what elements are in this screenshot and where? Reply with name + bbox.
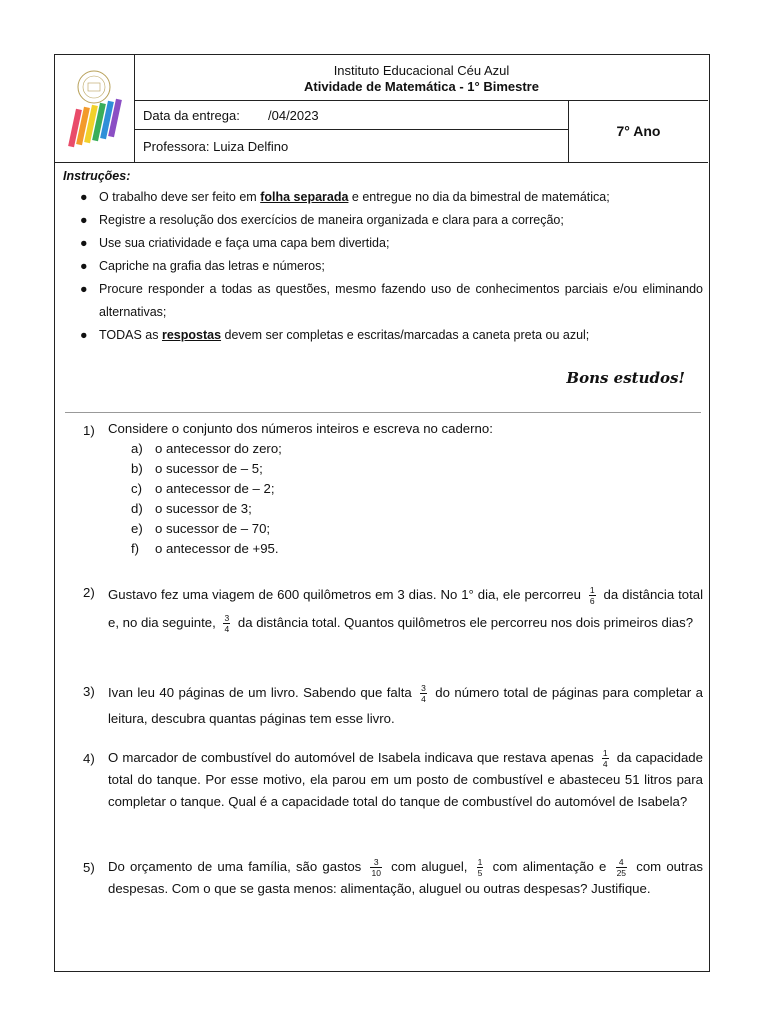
question-5 — [83, 856, 703, 900]
sub-item-letter: e) — [131, 521, 143, 536]
instruction-text: devem ser completas e escritas/marcadas a caneta preta ou azul; — [221, 328, 590, 342]
bullet-icon: ● — [80, 213, 88, 227]
question-text-part: com alimentação e — [492, 859, 607, 874]
fraction — [370, 857, 381, 878]
fraction-numerator: 3 — [370, 857, 381, 868]
instruction-item — [63, 186, 703, 209]
grade-cell — [569, 101, 708, 163]
bullet-icon: ● — [80, 282, 88, 296]
question-text — [108, 680, 703, 732]
fraction-denominator: 4 — [224, 624, 230, 635]
instructions — [63, 169, 703, 347]
date-label: Data da entrega: — [143, 108, 240, 123]
instruction-item — [63, 255, 703, 278]
sub-item-text: o sucessor de 3; — [155, 501, 252, 516]
logo-cell — [55, 55, 135, 163]
question-text — [108, 856, 703, 900]
fraction — [477, 857, 484, 878]
title-cell — [135, 55, 708, 101]
fraction-numerator: 1 — [477, 857, 483, 868]
instruction-text: Procure responder a todas as questões, mesmo fazendo uso de conhecimentos parciais e/ou eliminando alternativas; — [99, 282, 703, 319]
header-table — [55, 55, 708, 163]
date-value: /04/2023 — [268, 108, 319, 123]
question-1 — [83, 419, 703, 559]
question-number: 2) — [83, 585, 95, 600]
activity-title: Atividade de Matemática - 1° Bimestre — [304, 79, 539, 94]
instruction-item — [63, 324, 703, 347]
sub-item — [131, 539, 703, 559]
instruction-item — [63, 209, 703, 232]
fraction-denominator: 10 — [371, 868, 381, 879]
question-2 — [83, 581, 703, 637]
teacher-cell — [135, 130, 569, 163]
question-number: 3) — [83, 684, 95, 699]
date-cell — [135, 101, 569, 130]
fraction-denominator: 5 — [477, 868, 483, 879]
question-text-part: da capacidade total do tanque. Por esse motivo, ela parou em um posto de combustível e abasteceu 51 litros para completar o tanque. Qual é a capacidade total do tanque de combustível do automóvel de Isabela? — [108, 750, 703, 810]
instructions-list — [63, 186, 703, 347]
sub-item-text: o sucessor de – 5; — [155, 461, 263, 476]
sub-item-letter: f) — [131, 541, 140, 556]
fraction-denominator: 4 — [602, 759, 608, 770]
fraction — [420, 683, 427, 704]
fraction — [589, 585, 596, 606]
question-text-part: Gustavo fez uma viagem de 600 quilômetros em 3 dias. No 1° dia, ele percorreu — [108, 587, 581, 602]
sub-item-letter: c) — [131, 481, 142, 496]
sub-item — [131, 499, 703, 519]
sub-item-letter: a) — [131, 441, 143, 456]
question-text-part: com outras despesas. Com o que se gasta menos: alimentação, aluguel ou outras despesas? Justifique. — [108, 859, 703, 897]
question-4 — [83, 747, 703, 813]
instruction-item — [63, 232, 703, 255]
question-3 — [83, 680, 703, 732]
fraction-numerator: 3 — [421, 683, 426, 694]
fraction — [602, 748, 609, 769]
sub-item — [131, 439, 703, 459]
instruction-item — [63, 278, 703, 324]
instructions-title: Instruções: — [63, 169, 131, 183]
sub-item — [131, 479, 703, 499]
question-text — [108, 581, 703, 637]
sub-items — [131, 439, 703, 559]
grade-label: 7° Ano — [616, 123, 661, 139]
fraction-numerator: 1 — [602, 748, 608, 759]
bullet-icon: ● — [80, 236, 88, 250]
instruction-emphasis: respostas — [161, 328, 222, 342]
sub-item-text: o sucessor de – 70; — [155, 521, 271, 536]
sub-item-text: o antecessor de +95. — [155, 541, 279, 556]
instruction-text: Registre a resolução dos exercícios de maneira organizada e clara para a correção; — [99, 213, 564, 227]
question-text — [108, 747, 703, 813]
question-text-part: da distância total e, no dia seguinte, — [108, 587, 704, 630]
fraction — [616, 857, 627, 878]
fraction-numerator: 4 — [616, 857, 627, 868]
question-text-part: O marcador de combustível do automóvel de Isabela indicava que restava apenas — [108, 750, 594, 765]
divider — [65, 412, 701, 413]
instruction-emphasis: folha separada — [260, 190, 349, 204]
question-text-part: com aluguel, — [391, 859, 468, 874]
bullet-icon: ● — [80, 190, 88, 204]
worksheet-page — [54, 54, 710, 972]
bullet-icon: ● — [80, 328, 88, 342]
sub-item — [131, 459, 703, 479]
sub-item — [131, 519, 703, 539]
instruction-text: Capriche na grafia das letras e números; — [99, 259, 325, 273]
school-logo — [55, 55, 133, 161]
question-number: 5) — [83, 860, 95, 875]
fraction-denominator: 4 — [421, 694, 426, 705]
sub-item-text: o antecessor do zero; — [155, 441, 282, 456]
question-text-part: da distância total. Quantos quilômetros ele percorreu nos dois primeiros dias? — [237, 615, 694, 630]
instruction-text: O trabalho deve ser feito em — [99, 190, 261, 204]
fraction-numerator: 3 — [224, 613, 230, 624]
instruction-text: e entregue no dia da bimestral de matemática; — [348, 190, 610, 204]
bullet-icon: ● — [80, 259, 88, 273]
fraction — [223, 613, 230, 634]
sub-item-letter: d) — [131, 501, 143, 516]
question-text-part: Ivan leu 40 páginas de um livro. Sabendo que falta — [108, 685, 412, 700]
question-number: 4) — [83, 751, 95, 766]
question-text-part: Do orçamento de uma família, são gastos — [108, 859, 362, 874]
sub-item-text: o antecessor de – 2; — [155, 481, 275, 496]
question-text: Considere o conjunto dos números inteiros e escreva no caderno: — [108, 421, 493, 436]
fraction-denominator: 6 — [589, 596, 595, 607]
fraction-numerator: 1 — [589, 585, 595, 596]
sub-item-letter: b) — [131, 461, 143, 476]
closing-message: Bons estudos! — [566, 369, 685, 387]
institution-name: Instituto Educacional Céu Azul — [333, 63, 510, 78]
instruction-text: TODAS as — [99, 328, 162, 342]
fraction-denominator: 25 — [616, 868, 627, 879]
question-number: 1) — [83, 423, 95, 438]
question-text-part: do número total de páginas para completar a leitura, descubra quantas páginas tem esse livro. — [108, 685, 703, 726]
instruction-text: Use sua criatividade e faça uma capa bem divertida; — [99, 236, 390, 250]
teacher-name: Professora: Luiza Delfino — [143, 139, 289, 154]
